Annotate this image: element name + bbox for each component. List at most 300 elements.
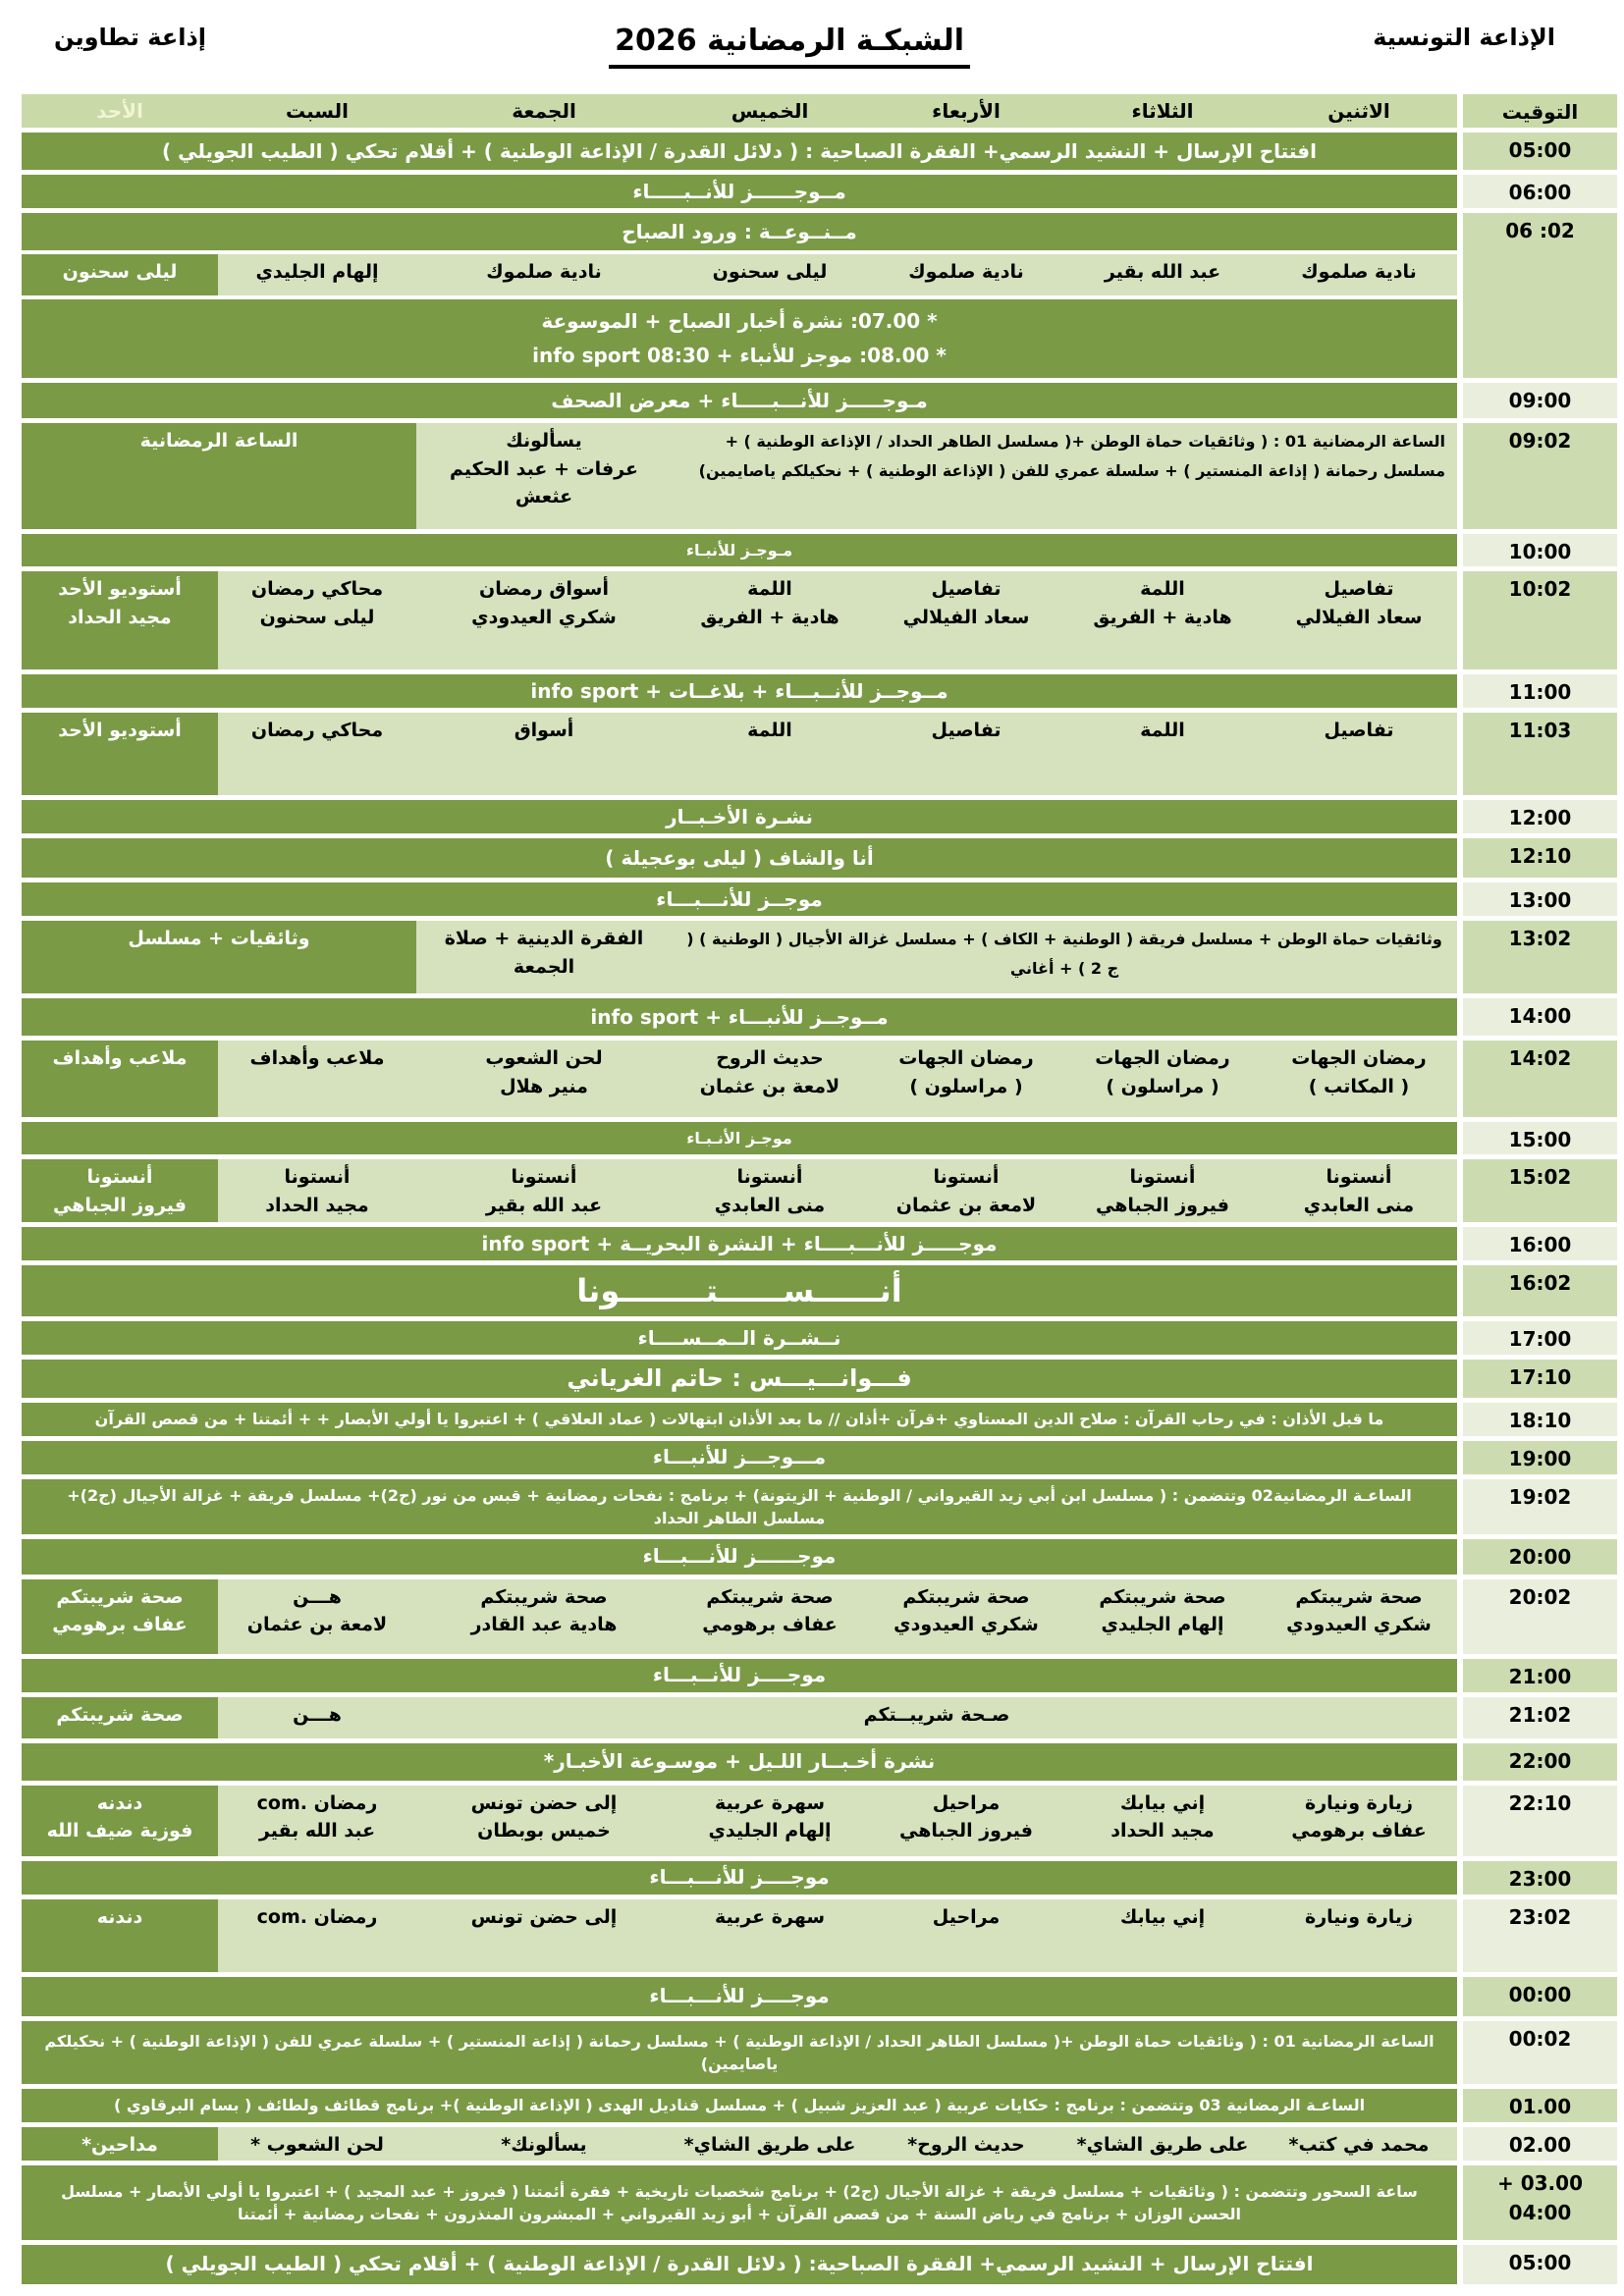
program-band: موجــــــز للأنـــبـــاء bbox=[22, 1539, 1457, 1575]
time-cell bbox=[1463, 838, 1617, 878]
schedule-row bbox=[22, 1159, 1617, 1222]
program-title: محاكي رمضان bbox=[250, 720, 384, 741]
row-days bbox=[22, 1041, 1457, 1117]
time-header: التوقيت bbox=[1463, 94, 1617, 128]
row-days bbox=[22, 1441, 1457, 1474]
schedule-row bbox=[22, 571, 1617, 669]
program-cell bbox=[672, 254, 868, 295]
program-title: اللمة bbox=[747, 720, 792, 741]
time-cell bbox=[1463, 1977, 1617, 2016]
program-title: صحة شريبتكم bbox=[706, 1585, 834, 1608]
program-title: أنستونا bbox=[1129, 1166, 1196, 1188]
time-cell bbox=[1463, 1441, 1617, 1474]
schedule-row bbox=[22, 1539, 1617, 1575]
time-cell bbox=[1463, 2245, 1617, 2284]
program-cell bbox=[416, 2127, 672, 2161]
program-cell bbox=[868, 254, 1064, 295]
program-band: موجـز الأنـبـاء bbox=[22, 1122, 1457, 1154]
time-label: 00:00 bbox=[1508, 1982, 1572, 2006]
time-label: 01.00 bbox=[1508, 2094, 1572, 2118]
time-cell bbox=[1463, 998, 1617, 1036]
time-cell bbox=[1463, 534, 1617, 566]
program-presenter: شكري العيدودي bbox=[1286, 1614, 1432, 1636]
program-title: تفاصيل bbox=[931, 578, 1001, 600]
program-band: الساعـة الرمضانية02 وتتضمن : ( مسلسل ابن أبي زيد القيرواني / الوطنية + الزيتونة) + برنامج : نفحات رمضانية + قبس من نور (ج2)+ مسلسل فريقة + غزالة الأجيال (ج2)+ مسلسل الطاهر الحداد bbox=[22, 1479, 1457, 1534]
program-cell bbox=[672, 1786, 868, 1856]
program-cell bbox=[868, 2127, 1064, 2161]
program-title: تفاصيل bbox=[931, 720, 1001, 741]
time-label: 09:02 bbox=[1508, 429, 1572, 453]
day-header: الثلاثاء bbox=[1064, 94, 1261, 128]
program-cell bbox=[1261, 571, 1457, 669]
time-label: + 03.00 bbox=[1497, 2170, 1583, 2195]
program-band: نــشــرة الــمــســــاء bbox=[22, 1321, 1457, 1355]
schedule-row bbox=[22, 2165, 1617, 2240]
program-title: نادية صلموك bbox=[908, 261, 1024, 283]
time-cell bbox=[1463, 713, 1617, 795]
program-cell bbox=[868, 713, 1064, 795]
schedule-row bbox=[22, 1743, 1617, 1781]
program-presenter: إلهام الجليدي bbox=[1101, 1614, 1224, 1636]
program-title: يسألونك bbox=[506, 430, 582, 452]
program-cell bbox=[22, 1899, 218, 1972]
program-cell bbox=[22, 1786, 218, 1856]
schedule-row bbox=[22, 2245, 1617, 2284]
program-title: صحة شريبتكم bbox=[1099, 1585, 1226, 1608]
program-cell bbox=[1064, 1041, 1261, 1117]
program-cell bbox=[1261, 2127, 1457, 2161]
time-label: 14:02 bbox=[1508, 1046, 1572, 1070]
row-days bbox=[22, 1479, 1457, 1534]
program-band: أنا والشاف ( ليلى بوعجيلة ) bbox=[22, 838, 1457, 878]
time-label: 00:02 bbox=[1508, 2026, 1572, 2051]
page-title: الشبكـة الرمضانية 2026 bbox=[609, 24, 970, 69]
time-label: 06:00 bbox=[1508, 181, 1572, 204]
program-presenter: عبد الله بقير bbox=[485, 1194, 603, 1216]
schedule-row bbox=[22, 800, 1617, 833]
schedule-row bbox=[22, 383, 1617, 418]
program-title: وثائقيات + مسلسل bbox=[128, 928, 310, 949]
program-title: رمضان الجهات bbox=[1291, 1047, 1427, 1069]
time-label: 04:00 bbox=[1508, 2200, 1572, 2224]
row-days bbox=[22, 2127, 1457, 2161]
program-title: مراحيل bbox=[932, 1791, 1001, 1814]
program-band: فـــوانـــيـــس : حاتم الغرياني bbox=[22, 1360, 1457, 1398]
program-band: موجــز للأنـــبـــاء bbox=[22, 882, 1457, 916]
program-cell bbox=[1064, 1579, 1261, 1654]
program-title: أنستونا bbox=[511, 1166, 577, 1188]
time-label: 22:10 bbox=[1508, 1790, 1572, 1815]
program-cell bbox=[22, 423, 416, 529]
time-cell bbox=[1463, 1360, 1617, 1398]
program-cell bbox=[672, 1579, 868, 1654]
time-label: 15:02 bbox=[1508, 1165, 1572, 1189]
program-title: اللمة bbox=[1140, 720, 1185, 741]
time-label: 05:00 bbox=[1508, 2250, 1572, 2274]
program-title: أنستونا bbox=[933, 1166, 1000, 1188]
program-title: هـــن bbox=[293, 1703, 342, 1726]
schedule-row bbox=[22, 838, 1617, 878]
program-band: الساعـة الرمضانية 03 وتتضمن : برنامج : حكايات عربية ( عبد العزيز شبيل ) + مسلسل قناديل الهدى ( الإذاعة الوطنية )+ برنامج قطائف ولطائف ( بسام البرقاوي ) bbox=[22, 2089, 1457, 2122]
schedule-row bbox=[22, 1360, 1617, 1398]
program-cell bbox=[416, 423, 672, 529]
time-cell bbox=[1463, 1403, 1617, 1436]
time-label: 15:00 bbox=[1508, 1128, 1572, 1151]
program-title: إني بيابك bbox=[1119, 1905, 1206, 1928]
time-cell bbox=[1463, 800, 1617, 833]
program-title: أستوديو الأحد bbox=[58, 720, 182, 741]
day-cells-row bbox=[22, 713, 1457, 795]
program-title: الساعة الرمضانية bbox=[139, 430, 298, 452]
program-cell bbox=[672, 921, 1457, 993]
row-days bbox=[22, 383, 1457, 418]
program-cell bbox=[218, 1159, 416, 1222]
time-cell bbox=[1463, 213, 1617, 378]
program-cell bbox=[416, 921, 672, 993]
program-presenter: شكري العيدودي bbox=[471, 606, 617, 628]
program-cell bbox=[1064, 1899, 1261, 1972]
program-title: أنستونا bbox=[736, 1166, 803, 1188]
program-cell bbox=[868, 1786, 1064, 1856]
program-cell bbox=[218, 571, 416, 669]
program-title: إني بيابك bbox=[1119, 1791, 1206, 1814]
schedule-row bbox=[22, 882, 1617, 916]
time-label: 19:02 bbox=[1508, 1484, 1572, 1509]
schedule-row bbox=[22, 213, 1617, 378]
program-cell bbox=[868, 1159, 1064, 1222]
time-label: 18:10 bbox=[1508, 1408, 1572, 1432]
time-cell bbox=[1463, 921, 1617, 993]
row-days bbox=[22, 1360, 1457, 1398]
program-band: مـوجـز للأنبـاء bbox=[22, 534, 1457, 566]
program-band: افتتاح الإرسال + النشيد الرسمي+ الفقرة الصباحية : ( دلائل القدرة / الإذاعة الوطنية ) + أقلام تحكي ( الطيب الجويلي ) bbox=[22, 133, 1457, 170]
program-title: دندنه bbox=[96, 1791, 143, 1814]
page-header bbox=[0, 0, 1624, 69]
time-cell bbox=[1463, 2165, 1617, 2240]
program-presenter: منير هلال bbox=[500, 1075, 588, 1097]
time-cell bbox=[1463, 133, 1617, 170]
day-cells-row bbox=[22, 571, 1457, 669]
program-cell bbox=[218, 1899, 416, 1972]
program-cell bbox=[672, 1899, 868, 1972]
program-cell bbox=[672, 713, 868, 795]
schedule-row bbox=[22, 2127, 1617, 2161]
time-cell bbox=[1463, 882, 1617, 916]
program-presenter: فوزية ضيف الله bbox=[46, 1820, 193, 1842]
schedule-row bbox=[22, 534, 1617, 566]
row-days bbox=[22, 1861, 1457, 1895]
time-label: 13:02 bbox=[1508, 927, 1572, 950]
row-days bbox=[22, 1321, 1457, 1355]
time-label: 11:03 bbox=[1508, 719, 1572, 742]
program-title: يسألونك* bbox=[501, 2133, 587, 2156]
program-cell bbox=[1261, 1579, 1457, 1654]
schedule-row bbox=[22, 2089, 1617, 2122]
program-cell bbox=[1064, 254, 1261, 295]
program-cell bbox=[1064, 571, 1261, 669]
program-title: زيارة ونيارة bbox=[1305, 1791, 1413, 1814]
time-label: 20:02 bbox=[1508, 1584, 1572, 1609]
program-band-line: * 08.00: موجز للأنباء + info sport 08:30 bbox=[532, 344, 947, 367]
program-cell bbox=[416, 1697, 1457, 1738]
schedule-row bbox=[22, 2021, 1617, 2084]
schedule-row bbox=[22, 1579, 1617, 1654]
row-days bbox=[22, 1786, 1457, 1856]
row-days bbox=[22, 2089, 1457, 2122]
program-title: تفاصيل bbox=[1324, 720, 1394, 741]
day-cells-row bbox=[22, 423, 1457, 529]
row-days bbox=[22, 1539, 1457, 1575]
program-title: وثائقيات حماة الوطن + مسلسل فريقة ( الوطنية + الكاف ) + مسلسل غزالة الأجيال ( الوطنية ) ( ج 2 ) + أغاني bbox=[686, 930, 1442, 979]
program-title: أنستونا bbox=[284, 1166, 351, 1188]
row-days bbox=[22, 534, 1457, 566]
program-presenter: لامعة بن عثمان bbox=[699, 1075, 840, 1097]
program-title: أسواق bbox=[514, 720, 574, 741]
time-cell bbox=[1463, 1041, 1617, 1117]
program-title: رمضان .com bbox=[256, 1791, 378, 1814]
time-label: 16:02 bbox=[1508, 1271, 1572, 1295]
program-cell bbox=[416, 1786, 672, 1856]
row-days bbox=[22, 213, 1457, 378]
program-cell bbox=[672, 571, 868, 669]
program-band: أنــــــســــــتــــــــونا bbox=[22, 1265, 1457, 1316]
row-days bbox=[22, 133, 1457, 170]
day-headers bbox=[22, 94, 1457, 128]
time-cell bbox=[1463, 674, 1617, 708]
program-title: رمضان .com bbox=[256, 1905, 378, 1928]
time-cell bbox=[1463, 423, 1617, 529]
program-title: مراحيل bbox=[932, 1905, 1001, 1928]
program-title: عبد الله بقير bbox=[1104, 261, 1221, 283]
program-presenter: منى العابدي bbox=[714, 1194, 826, 1216]
time-cell bbox=[1463, 1659, 1617, 1692]
program-band: موجــــز للأنـــبـــاء bbox=[22, 1977, 1457, 2016]
row-days bbox=[22, 998, 1457, 1036]
time-cell bbox=[1463, 1579, 1617, 1654]
program-cell bbox=[1064, 2127, 1261, 2161]
time-cell bbox=[1463, 1479, 1617, 1534]
day-cells-row bbox=[22, 1041, 1457, 1117]
row-days bbox=[22, 1899, 1457, 1972]
program-title: لحن الشعوب * bbox=[250, 2133, 384, 2156]
program-band: مـــوجـــز للأنبـــاء bbox=[22, 1441, 1457, 1474]
program-cell bbox=[1261, 1899, 1457, 1972]
day-header: الجمعة bbox=[416, 94, 672, 128]
time-cell bbox=[1463, 1159, 1617, 1222]
program-title: مداحين* bbox=[81, 2133, 158, 2156]
schedule-row bbox=[22, 1403, 1617, 1436]
time-cell bbox=[1463, 1227, 1617, 1260]
program-presenter: لامعة بن عثمان bbox=[246, 1614, 388, 1636]
time-cell bbox=[1463, 175, 1617, 208]
schedule-row bbox=[22, 1321, 1617, 1355]
program-cell bbox=[218, 1697, 416, 1738]
time-cell bbox=[1463, 1786, 1617, 1856]
program-title: ملاعب وأهداف bbox=[249, 1047, 385, 1069]
time-label: 09:00 bbox=[1508, 389, 1572, 412]
time-label: 06 :02 bbox=[1505, 219, 1575, 242]
day-cells-row bbox=[22, 1697, 1457, 1738]
program-title: صحة شريبتكم bbox=[56, 1703, 184, 1726]
program-cell bbox=[416, 713, 672, 795]
schedule-row bbox=[22, 1479, 1617, 1534]
program-presenter: عرفات + عبد الحكيم عثعش bbox=[450, 457, 638, 507]
row-days bbox=[22, 882, 1457, 916]
program-cell bbox=[1064, 1786, 1261, 1856]
schedule-row bbox=[22, 1659, 1617, 1692]
program-cell bbox=[416, 1159, 672, 1222]
program-cell bbox=[1261, 1041, 1457, 1117]
program-title: صـحة شريبــتكم bbox=[863, 1703, 1010, 1726]
program-cell bbox=[22, 1579, 218, 1654]
program-presenter: لامعة بن عثمان bbox=[895, 1194, 1037, 1216]
program-cell bbox=[416, 1579, 672, 1654]
time-cell bbox=[1463, 2089, 1617, 2122]
program-presenter: عفاف برهومي bbox=[52, 1614, 188, 1636]
day-header: الاثنين bbox=[1261, 94, 1457, 128]
program-cell bbox=[22, 1697, 218, 1738]
time-cell bbox=[1463, 2021, 1617, 2084]
day-cells-row bbox=[22, 1159, 1457, 1222]
program-cell bbox=[218, 2127, 416, 2161]
program-cell bbox=[1261, 254, 1457, 295]
program-title: على طريق الشاي* bbox=[683, 2133, 856, 2156]
program-cell bbox=[22, 2127, 218, 2161]
program-presenter: ( مراسلون ) bbox=[909, 1075, 1023, 1097]
time-cell bbox=[1463, 1861, 1617, 1895]
schedule-row bbox=[22, 1265, 1617, 1316]
day-cells-row bbox=[22, 1899, 1457, 1972]
row-days bbox=[22, 2021, 1457, 2084]
day-header: الأحد bbox=[22, 94, 218, 128]
time-cell bbox=[1463, 2127, 1617, 2161]
time-cell bbox=[1463, 1743, 1617, 1781]
program-presenter: فيروز الجباهي bbox=[52, 1194, 187, 1216]
program-title: إلى حضن تونس bbox=[470, 1791, 618, 1814]
program-title: صحة شريبتكم bbox=[480, 1585, 608, 1608]
program-title: الفقرة الدينية + صلاة الجمعة bbox=[444, 928, 644, 978]
program-cell bbox=[22, 713, 218, 795]
program-cell bbox=[22, 921, 416, 993]
day-cells-row bbox=[22, 1579, 1457, 1654]
schedule-row bbox=[22, 998, 1617, 1036]
program-title: دندنه bbox=[96, 1905, 143, 1928]
program-title: حديث الروح* bbox=[907, 2133, 1025, 2156]
program-cell bbox=[1261, 1786, 1457, 1856]
program-band: مــنــوعــة : ورود الصباح bbox=[22, 213, 1457, 250]
program-band: ما قبل الأذان : في رحاب القرآن : صلاح الدين المستاوي +قرآن +أذان // ما بعد الأذان ابتهالات ( عماد العلاقي ) + اعتبروا يا أولي الأبصار + + أئمتنا + من قصص القرآن bbox=[22, 1403, 1457, 1436]
program-presenter: مجيد الحداد bbox=[265, 1194, 369, 1216]
time-label: 05:00 bbox=[1508, 138, 1572, 162]
program-cell bbox=[868, 1579, 1064, 1654]
time-label: 17:00 bbox=[1508, 1327, 1572, 1351]
program-title: رمضان الجهات bbox=[1095, 1047, 1230, 1069]
row-days bbox=[22, 1977, 1457, 2016]
day-header: الخميس bbox=[672, 94, 868, 128]
program-band: ساعة السحور وتتضمن : ( وثائقيات + مسلسل فريقة + غزالة الأجيال (ج2) + برنامج شخصيات تاريخية + فقرة أئمتنا ( فيروز + عبد المجيد ) + اعتبروا يا أولي الأبصار + مسلسل الحسن الوزان + برنامج في رياض السنة + من قصص القرآن + أبو زيد القيرواني + المبشرون المنذرون + نفحات رمضانية + أئمتنا bbox=[22, 2165, 1457, 2240]
row-days bbox=[22, 571, 1457, 669]
program-title: أستوديو الأحد bbox=[58, 578, 182, 600]
program-cell bbox=[1064, 713, 1261, 795]
row-days bbox=[22, 1227, 1457, 1260]
time-cell bbox=[1463, 1899, 1617, 1972]
program-cell bbox=[1261, 1159, 1457, 1222]
program-title: لحن الشعوب bbox=[485, 1047, 603, 1069]
time-label: 23:00 bbox=[1508, 1866, 1572, 1891]
schedule-row bbox=[22, 1861, 1617, 1895]
row-days bbox=[22, 713, 1457, 795]
row-days bbox=[22, 1697, 1457, 1738]
time-label: 21:00 bbox=[1508, 1664, 1572, 1688]
time-label: 20:00 bbox=[1508, 1544, 1572, 1569]
time-cell bbox=[1463, 383, 1617, 418]
program-presenter: خميس بوبطان bbox=[477, 1820, 611, 1842]
program-presenter: هادية + الفريق bbox=[1093, 606, 1232, 628]
program-band: موجــــز للأنــبـــاء bbox=[22, 1659, 1457, 1692]
program-title: نادية صلموك bbox=[1301, 261, 1417, 283]
program-cell bbox=[22, 571, 218, 669]
time-label: 02.00 bbox=[1508, 2132, 1572, 2157]
program-band: نشـرة الأخـبــار bbox=[22, 800, 1457, 833]
program-title: صحة شريبتكم bbox=[902, 1585, 1030, 1608]
row-days bbox=[22, 838, 1457, 878]
time-cell bbox=[1463, 1539, 1617, 1575]
program-cell bbox=[416, 1899, 672, 1972]
row-days bbox=[22, 2245, 1457, 2284]
program-title: اللمة bbox=[747, 578, 792, 600]
program-cell bbox=[672, 423, 1457, 529]
program-cell bbox=[672, 1159, 868, 1222]
schedule-row bbox=[22, 713, 1617, 795]
time-label: 14:00 bbox=[1508, 1004, 1572, 1028]
time-label: 16:00 bbox=[1508, 1233, 1572, 1256]
schedule-row bbox=[22, 674, 1617, 708]
program-presenter: عبد الله بقير bbox=[258, 1820, 376, 1842]
program-presenter: عفاف برهومي bbox=[1291, 1820, 1427, 1842]
program-title: أسواق رمضان bbox=[479, 578, 609, 600]
time-label: 23:02 bbox=[1508, 1904, 1572, 1929]
program-presenter: ( مراسلون ) bbox=[1106, 1075, 1219, 1097]
program-title: اللمة bbox=[1140, 578, 1185, 600]
program-presenter: إلهام الجليدي bbox=[708, 1820, 832, 1842]
schedule-row bbox=[22, 175, 1617, 208]
program-presenter: هادية عبد القادر bbox=[470, 1614, 618, 1636]
program-title: تفاصيل bbox=[1324, 578, 1394, 600]
row-days bbox=[22, 1122, 1457, 1154]
time-cell bbox=[1463, 571, 1617, 669]
program-title: سهرة عربية bbox=[714, 1791, 826, 1814]
program-cell bbox=[1064, 1159, 1261, 1222]
schedule-row bbox=[22, 1122, 1617, 1154]
program-band-line: * 07.00: نشرة أخبار الصباح + الموسوعة bbox=[541, 309, 938, 333]
program-presenter: شكري العيدودي bbox=[893, 1614, 1039, 1636]
program-cell bbox=[416, 571, 672, 669]
program-cell bbox=[416, 254, 672, 295]
row-days bbox=[22, 1743, 1457, 1781]
program-band: مــوجــــــز للأنــبـــــاء bbox=[22, 175, 1457, 208]
row-days bbox=[22, 175, 1457, 208]
program-title: ملاعب وأهداف bbox=[52, 1047, 188, 1069]
program-cell bbox=[416, 1041, 672, 1117]
program-title: ليلى سحنون bbox=[712, 261, 828, 283]
program-title: أنستونا bbox=[1326, 1166, 1392, 1188]
day-cells-row bbox=[22, 2127, 1457, 2161]
program-title: على طريق الشاي* bbox=[1076, 2133, 1249, 2156]
time-label: 17:10 bbox=[1508, 1365, 1572, 1389]
program-presenter: هادية + الفريق bbox=[700, 606, 839, 628]
row-days bbox=[22, 1579, 1457, 1654]
time-label: 12:10 bbox=[1508, 844, 1572, 868]
